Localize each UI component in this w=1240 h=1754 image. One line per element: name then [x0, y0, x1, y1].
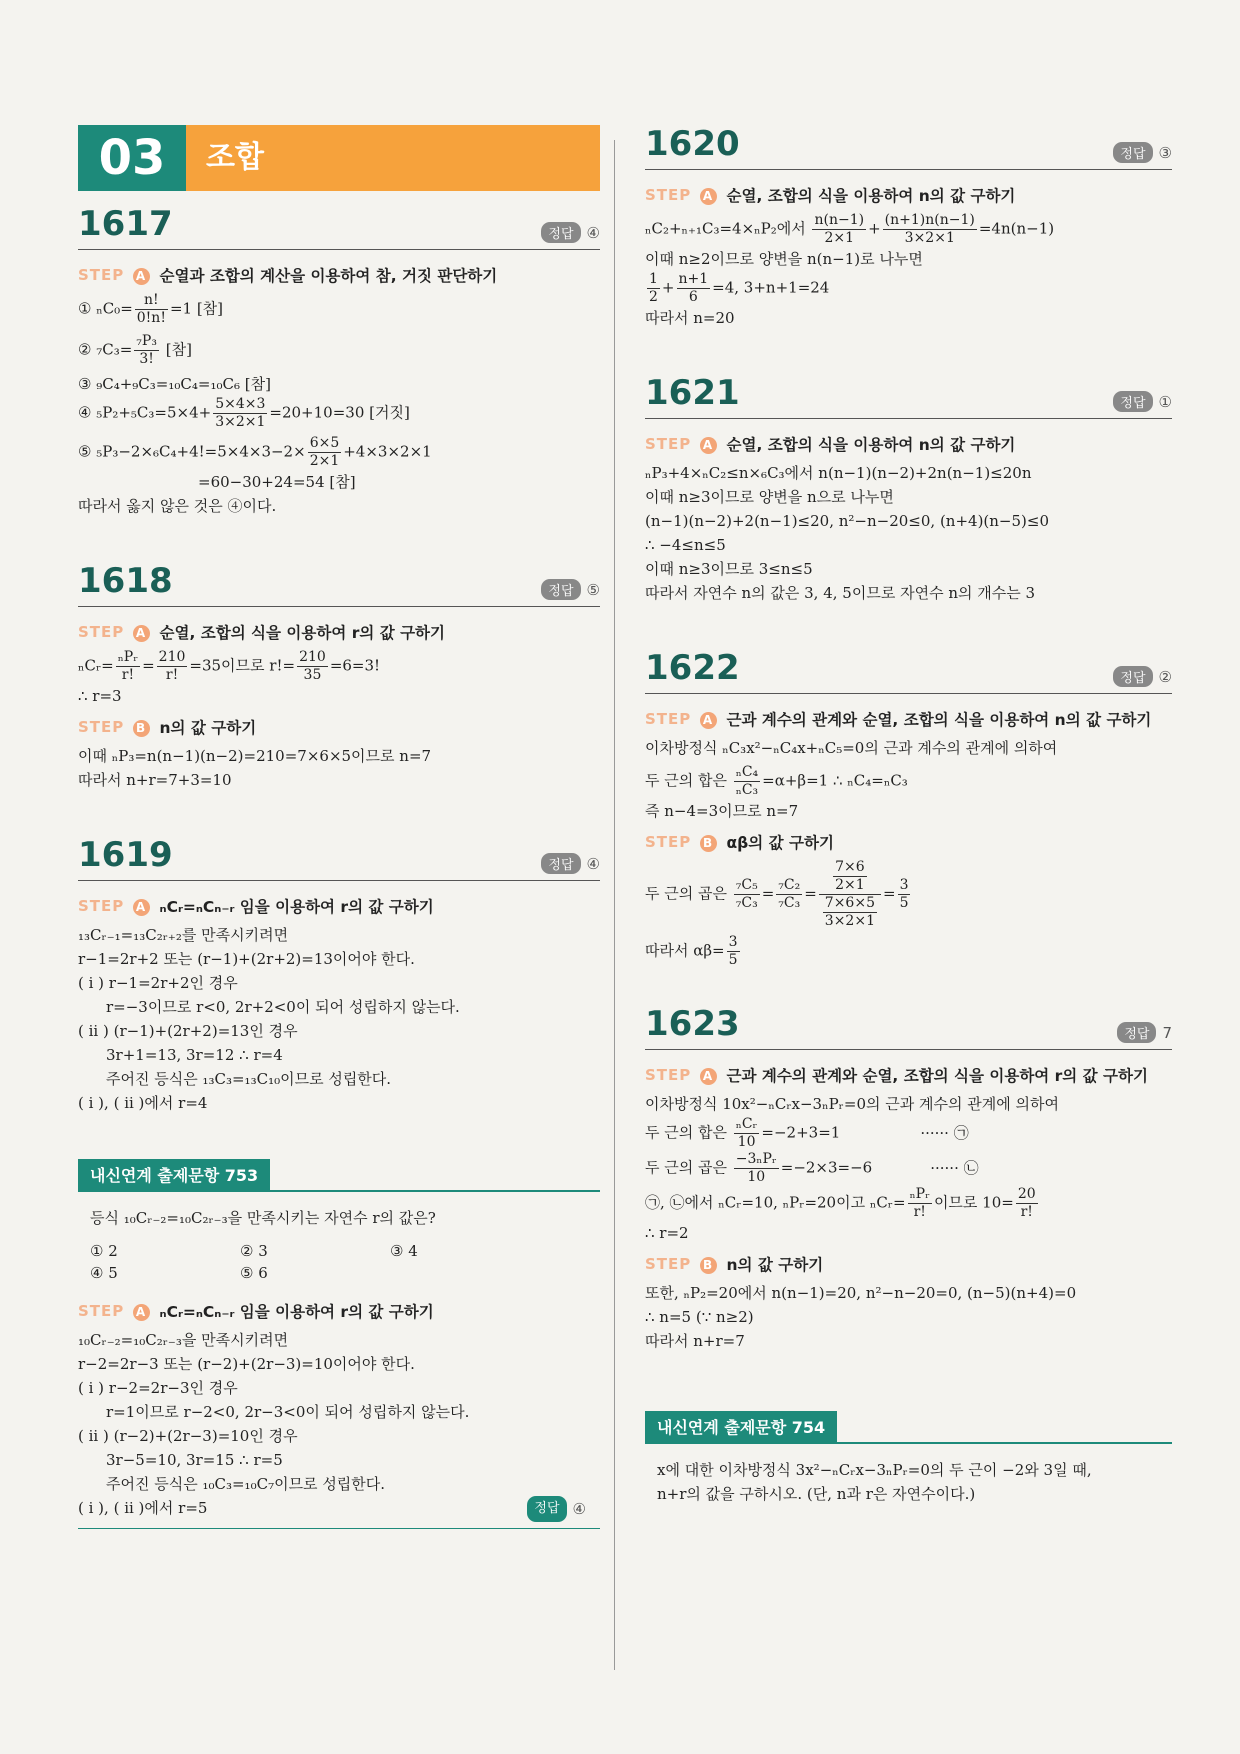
chapter-title: 조합: [186, 125, 600, 191]
solution-line: ( i ) r−2=2r−3인 경우: [78, 1379, 238, 1397]
step-tag: STEP A: [78, 897, 150, 916]
solution-line: 주어진 등식은 ₁₃C₃=₁₃C₁₀이므로 성립한다.: [106, 1070, 392, 1088]
step-a: [78, 264, 600, 286]
solution-line: 이때 n≥3이므로 양변을 n으로 나누면: [645, 488, 894, 506]
related-problem-header: [645, 1411, 1172, 1444]
problem-1621: [645, 374, 1172, 605]
related-problem-header: [78, 1159, 600, 1192]
step-a: [645, 184, 1172, 206]
step-title: 순열, 조합의 식을 이용하여 n의 값 구하기: [726, 436, 1016, 454]
solution-line: 3r−5=10, 3r=15 ∴ r=5: [106, 1451, 283, 1469]
column-divider: [614, 140, 615, 1670]
solution-line: ∴ r=2: [645, 1224, 689, 1242]
solution-line: ( i ), ( ii )에서 r=5 정답 ④: [78, 1496, 600, 1520]
choice-2: ② 3: [240, 1242, 268, 1260]
solution-line: ( i ) r−1=2r+2인 경우: [78, 974, 238, 992]
chapter-number: 03: [78, 125, 186, 191]
answer-label: 정답: [541, 222, 580, 243]
problem-number: 1623: [645, 1004, 740, 1044]
step-a: [78, 621, 600, 643]
problem-number: 1622: [645, 648, 740, 688]
problem-1617: [78, 205, 600, 518]
answer-value: ③: [1158, 143, 1172, 162]
step-title: 순열과 조합의 계산을 이용하여 참, 거짓 판단하기: [159, 267, 498, 285]
problem-number: 1621: [645, 373, 740, 413]
solution-line: 이차방정식 10x²−ₙCᵣx−3ₙPᵣ=0의 근과 계수의 관계에 의하여: [645, 1095, 1059, 1113]
solution-line: ( ii ) (r−1)+(2r+2)=13인 경우: [78, 1022, 298, 1040]
step-a: [78, 895, 600, 917]
solution-line: ③ ₉C₄+₉C₃=₁₀C₄=₁₀C₆ [참]: [78, 375, 271, 393]
problem-header: [645, 1005, 1172, 1050]
solution-line: 두 근의 곱은 $\frac{\text{₇C₅}}{\text{₇C₃}}$ = $\frac{\text{₇C₂}}{\text{₇C₃}}$ = $\frac{\frac{7\times 6}{2\times 1}}{\frac{7\times 6\times 5}{3\times 2\times 1}}$ = $\frac{3}{5}$: [645, 859, 909, 929]
related-problem-753: [78, 1159, 600, 1529]
solution-line: 따라서 n+r=7+3=10: [78, 771, 232, 789]
answer-value: ④: [572, 1500, 586, 1518]
solution-line: 따라서 자연수 n의 값은 3, 4, 5이므로 자연수 n의 개수는 3: [645, 584, 1036, 602]
step-title: 순열, 조합의 식을 이용하여 n의 값 구하기: [726, 187, 1016, 205]
step-tag: STEP A: [645, 1066, 717, 1085]
solution-line: ④ ₅P₂+₅C₃=5×4+ $\frac{5\times 4\times 3}{3\times 2\times 1}$ =20+10=30 [거짓]: [78, 396, 410, 430]
question-text: n+r의 값을 구하시오. (단, n과 r은 자연수이다.): [657, 1485, 976, 1503]
answer-value: ④: [586, 854, 600, 873]
step-title: ₙCᵣ=ₙCₙ₋ᵣ 임을 이용하여 r의 값 구하기: [159, 898, 434, 916]
answer-label: 정답: [1113, 666, 1152, 687]
answer-box: [527, 1496, 586, 1522]
step-tag: STEP A: [78, 1302, 150, 1321]
answer-value: ②: [1158, 667, 1172, 686]
answer-box: [1113, 142, 1172, 163]
choice-1: ① 2: [90, 1242, 118, 1260]
choice-5: ⑤ 6: [240, 1264, 268, 1282]
bottom-rule: [78, 1528, 600, 1529]
answer-value: 7: [1162, 1023, 1172, 1042]
step-title: ₙCᵣ=ₙCₙ₋ᵣ 임을 이용하여 r의 값 구하기: [159, 1303, 434, 1321]
solution-line: r=−3이므로 r<0, 2r+2<0이 되어 성립하지 않는다.: [106, 998, 460, 1016]
solution-line: 이때 ₙP₃=n(n−1)(n−2)=210=7×6×5이므로 n=7: [78, 747, 432, 765]
answer-box: [1113, 391, 1172, 412]
step-title: αβ의 값 구하기: [726, 834, 834, 852]
solution-line: 따라서 옳지 않은 것은 ④이다.: [78, 497, 277, 515]
problem-header: [645, 649, 1172, 694]
solution-line: 두 근의 합은 $\frac{\text{ₙC₄}}{\text{ₙC₃}}$ =α+β=1 ∴ ₙC₄=ₙC₃: [645, 764, 908, 798]
solution-line: 이때 n≥3이므로 3≤n≤5: [645, 560, 813, 578]
step-title: n의 값 구하기: [159, 719, 257, 737]
step-title: 근과 계수의 관계와 순열, 조합의 식을 이용하여 n의 값 구하기: [726, 711, 1152, 729]
solution-line: ₙC₂+ₙ₊₁C₃=4×ₙP₂에서 $\frac{n(n-1)}{2\times 1}$ + $\frac{(n+1)n(n-1)}{3\times 2\times 1}$ =4n(n−1): [645, 212, 1055, 246]
right-column: [645, 125, 1172, 1506]
step-title: 근과 계수의 관계와 순열, 조합의 식을 이용하여 r의 값 구하기: [726, 1067, 1148, 1085]
step-title: 순열, 조합의 식을 이용하여 r의 값 구하기: [159, 624, 445, 642]
step-a: [645, 708, 1172, 730]
problem-1620: [645, 125, 1172, 330]
problem-1623: [645, 1005, 1172, 1353]
choice-4: ④ 5: [90, 1264, 118, 1282]
solution-line: ( i ), ( ii )에서 r=4: [78, 1094, 208, 1112]
solution-line: ₙP₃+4×ₙC₂≤n×₆C₃에서 n(n−1)(n−2)+2n(n−1)≤20n: [645, 464, 1032, 482]
answer-box: [541, 579, 600, 600]
solution-line: $\frac{1}{2}$ + $\frac{n+1}{6}$ =4, 3+n+1=24: [649, 271, 830, 305]
solution-line: ⑤ ₅P₃−2×₆C₄+4!=5×4×3−2× $\frac{6\times 5}{2\times 1}$ +4×3×2×1: [78, 435, 432, 469]
problem-number: 1617: [78, 204, 173, 244]
step-tag: STEP B: [645, 1255, 717, 1274]
solution-line: r=1이므로 r−2<0, 2r−3<0이 되어 성립하지 않는다.: [106, 1403, 470, 1421]
solution-line: ( ii ) (r−2)+(2r−3)=10인 경우: [78, 1427, 298, 1445]
related-problem-label: 내신연계 출제문항 754: [645, 1411, 837, 1442]
step-a: [645, 433, 1172, 455]
solution-line: 두 근의 합은 $\frac{\text{ₙCᵣ}}{10}$ =−2+3=1 ······ ㉠: [645, 1116, 969, 1150]
step-a: [645, 1064, 1172, 1086]
step-tag: STEP A: [78, 266, 150, 285]
solution-line: ㉠, ㉡에서 ₙCᵣ=10, ₙPᵣ=20이고 ₙCᵣ= $\frac{\text{ₙPᵣ}}{r!}$ 이므로 10= $\frac{20}{r!}$: [645, 1186, 1036, 1220]
problem-1619: [78, 836, 600, 1115]
answer-label: 정답: [1117, 1022, 1156, 1043]
solution-line: 따라서 n+r=7: [645, 1332, 745, 1350]
solution-line: 즉 n−4=3이므로 n=7: [645, 802, 799, 820]
solution-line: ₁₀Cᵣ₋₂=₁₀C₂ᵣ₋₃을 만족시키려면: [78, 1331, 289, 1349]
answer-label: 정답: [541, 853, 580, 874]
step-tag: STEP B: [78, 718, 150, 737]
problem-number: 1620: [645, 124, 740, 164]
answer-label: 정답: [1113, 391, 1152, 412]
solution-line: 이때 n≥2이므로 양변을 n(n−1)로 나누면: [645, 250, 923, 268]
step-tag: STEP A: [645, 710, 717, 729]
solution-line: ① ₙC₀= $\frac{n!}{0!n!}$ =1 [참]: [78, 292, 224, 326]
solution-line: 또한, ₙP₂=20에서 n(n−1)=20, n²−n−20=0, (n−5)(n+4)=0: [645, 1284, 1077, 1302]
answer-box: [1117, 1022, 1172, 1043]
step-b: [645, 831, 1172, 853]
step-a: [78, 1300, 600, 1322]
problem-header: [645, 125, 1172, 170]
step-tag: STEP B: [645, 833, 717, 852]
solution-line: =60−30+24=54 [참]: [198, 473, 356, 491]
related-problem-754: [645, 1411, 1172, 1506]
choices: [90, 1242, 600, 1282]
solution-line: ₁₃Cᵣ₋₁=₁₃C₂ᵣ₊₂를 만족시키려면: [78, 926, 289, 944]
solution-line: 두 근의 곱은 $\frac{\text{−3ₙPᵣ}}{10}$ =−2×3=−6 ······ ㉡: [645, 1151, 979, 1185]
left-column: [78, 125, 600, 1529]
problem-header: [645, 374, 1172, 419]
problem-header: [78, 205, 600, 250]
choice-3: ③ 4: [390, 1242, 418, 1260]
solution-line: ∴ n=5 (∵ n≥2): [645, 1308, 754, 1326]
answer-value: ④: [586, 223, 600, 242]
answer-value: ⑤: [586, 580, 600, 599]
answer-box: [541, 222, 600, 243]
problem-number: 1618: [78, 561, 173, 601]
solution-line: r−1=2r+2 또는 (r−1)+(2r+2)=13이어야 한다.: [78, 950, 415, 968]
problem-header: [78, 836, 600, 881]
solution-line: 이차방정식 ₙC₃x²−ₙC₄x+ₙC₅=0의 근과 계수의 관계에 의하여: [645, 739, 1058, 757]
solution-line: ∴ −4≤n≤5: [645, 536, 726, 554]
problem-number: 1619: [78, 835, 173, 875]
solution-line: 주어진 등식은 ₁₀C₃=₁₀C₇이므로 성립한다.: [106, 1475, 386, 1493]
step-b: [78, 716, 600, 738]
question-text: 등식 ₁₀Cᵣ₋₂=₁₀C₂ᵣ₋₃을 만족시키는 자연수 r의 값은?: [90, 1209, 436, 1227]
answer-label: 정답: [1113, 142, 1152, 163]
solution-line: ∴ r=3: [78, 687, 122, 705]
answer-label: 정답: [527, 1496, 566, 1522]
answer-box: [1113, 666, 1172, 687]
answer-label: 정답: [541, 579, 580, 600]
step-tag: STEP A: [645, 435, 717, 454]
solution-line: 따라서 αβ= $\frac{3}{5}$: [645, 934, 738, 968]
chapter-banner: [78, 125, 600, 191]
solution-line: (n−1)(n−2)+2(n−1)≤20, n²−n−20≤0, (n+4)(n−5)≤0: [645, 512, 1050, 530]
step-tag: STEP A: [645, 186, 717, 205]
related-problem-label: 내신연계 출제문항 753: [78, 1159, 270, 1190]
question-text: x에 대한 이차방정식 3x²−ₙCᵣx−3ₙPᵣ=0의 두 근이 −2와 3일 때,: [657, 1461, 1092, 1479]
solution-line: 3r+1=13, 3r=12 ∴ r=4: [106, 1046, 283, 1064]
solution-line: ₙCᵣ= $\frac{\text{ₙPᵣ}}{r!}$ = $\frac{210}{r!}$ =35이므로 r!= $\frac{210}{35}$ =6=3!: [78, 649, 381, 683]
answer-value: ①: [1158, 392, 1172, 411]
problem-header: [78, 562, 600, 607]
solution-line: r−2=2r−3 또는 (r−2)+(2r−3)=10이어야 한다.: [78, 1355, 415, 1373]
step-title: n의 값 구하기: [726, 1256, 824, 1274]
solution-line: 따라서 n=20: [645, 309, 735, 327]
problem-1622: [645, 649, 1172, 969]
problem-1618: [78, 562, 600, 792]
solution-line: ② ₇C₃= $\frac{\text{₇P₃}}{3!}$ [참]: [78, 333, 192, 367]
step-tag: STEP A: [78, 623, 150, 642]
answer-box: [541, 853, 600, 874]
step-b: [645, 1253, 1172, 1275]
